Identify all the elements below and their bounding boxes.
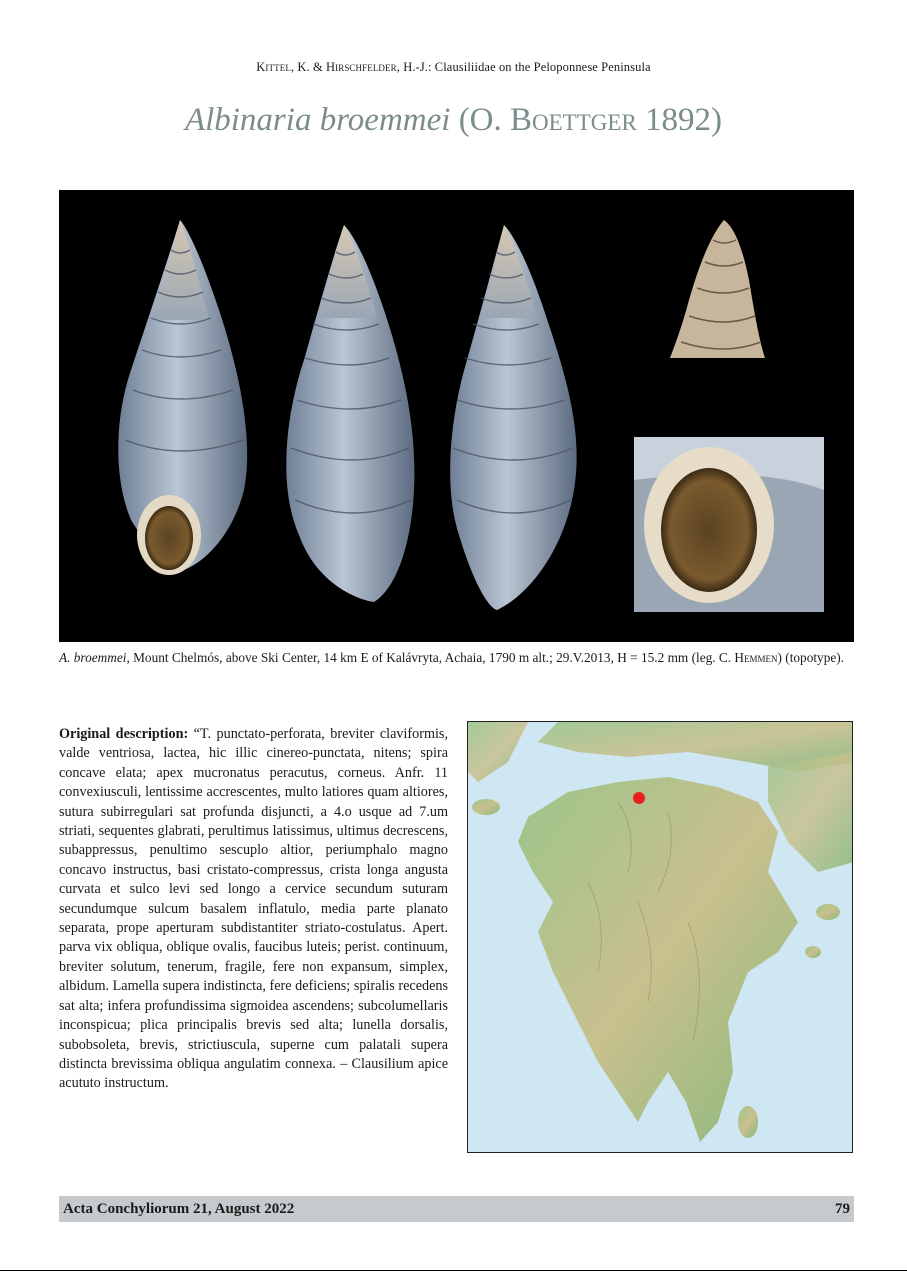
title-author: Boettger — [510, 102, 637, 138]
locality-marker — [633, 792, 645, 804]
title-year: 1892) — [636, 102, 723, 138]
caption-species: A. broemmei — [59, 650, 127, 665]
footer-bar — [59, 1196, 854, 1222]
peloponnese-map — [467, 721, 853, 1153]
journal-name: Acta Conchyliorum 21, August 2022 — [63, 1201, 295, 1217]
shell-1 — [118, 220, 247, 575]
shell-aperture-detail — [634, 437, 824, 612]
caption-collector: Hemmen — [734, 650, 778, 665]
map-drawing — [468, 722, 853, 1153]
shell-2 — [286, 225, 414, 602]
running-head — [0, 60, 907, 75]
author1: Kittel — [256, 60, 291, 74]
original-description — [59, 725, 448, 1094]
author2-rest: , H.-J.: Clausiliidae on the Peloponnese Peninsula — [396, 60, 651, 74]
shell-photo-plate — [59, 190, 854, 642]
shell-3 — [450, 225, 577, 610]
bottom-rule — [0, 1270, 907, 1271]
shell-apex-detail — [670, 220, 765, 358]
author1-rest: , K. & — [290, 60, 326, 74]
title-open: (O. — [450, 102, 511, 138]
caption-end: ) (topotype). — [777, 650, 844, 665]
caption-text: , Mount Chelmós, above Ski Center, 14 km E of Kalávryta, Achaia, 1790 m alt.; 29.V.2013, H = 15.2 mm (leg. C. — [126, 650, 735, 665]
author2: Hirschfelder — [326, 60, 397, 74]
page-title — [0, 102, 907, 139]
description-label: Original description: — [59, 726, 189, 742]
figure-caption — [59, 648, 855, 668]
description-text: “T. punctato-perforata, breviter claviformis, valde ventriosa, lactea, hic illic cinereo-punctata, nitens; spira concave elata; apex mucronatus peracutus, corneus. Anfr. 11 convexiusculi, lentissime accrescentes, multo latiores quam altiores, sutura subirregulari sat profunda disjuncti, a 4.o usque ad 7.um striati, sequentes glabrati, perultimus latissimus, ultimus decrescens, subappressus, penultimo sescuplo altior, periumphalo magno concavo instructus, basi cristato-compressus, crista longa angusta curvata et sulco levi sed longo a cervice secundum suturam secundumque sulcum basalem inflatulo, media parte planato separata, prope aperturam subdistantiter striato-costulatus. Apert. parva vix obliqua, oblique ovalis, faucibus luteis; perist. continuum, breviter solutum, tenerum, fragile, fere non expansum, simplex, albidum. Lamella supera indistincta, fere deficiens; spiralis recedens sat alta; infera profundissima sigmoidea ascendens; subcolumellaris inconspicua; plica principalis brevis sed alta; lunella dorsalis, subobsoleta, brevis, strictiuscula, superne cum palatali supera distincta brevissima obliqua angulatim connexa. – Clausilium apice acututo instructum. — [59, 726, 448, 1092]
page-number: 79 — [835, 1201, 850, 1217]
shell-photo-drawing — [59, 190, 854, 642]
species-name: Albinaria broemmei — [184, 102, 451, 138]
